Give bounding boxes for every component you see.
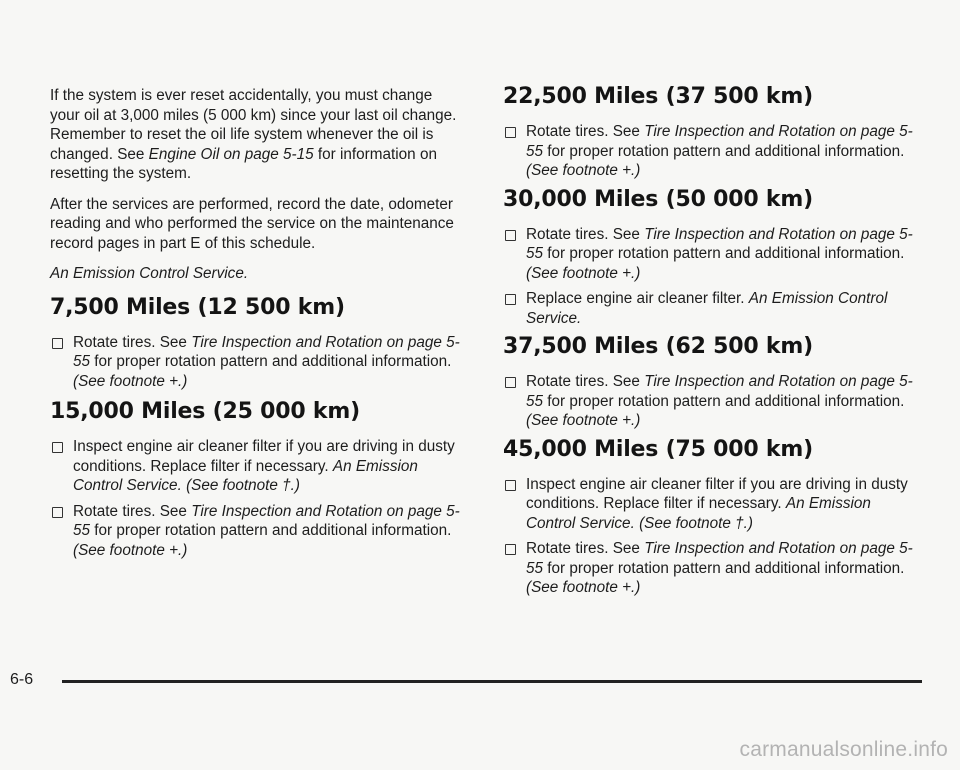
checklist — [503, 225, 918, 329]
checkbox-icon — [505, 544, 516, 555]
list-item: Inspect engine air cleaner filter if you are driving in dusty conditions. Replace filter if necessary. An Emission Control Service. (See footnote †.) — [503, 475, 918, 534]
footer-rule — [62, 680, 922, 683]
footnote-reference: (See footnote +.) — [526, 412, 641, 429]
right-column — [503, 84, 918, 604]
page-reference: Tire Inspection and Rotation on page 5-55 — [526, 540, 913, 577]
page-reference: Engine Oil on page 5-15 — [148, 145, 314, 163]
intro-text: for information on resetting the system. — [50, 145, 437, 182]
checklist — [50, 333, 465, 392]
watermark: carmanualsonline.info — [739, 738, 948, 761]
emission-control-note: An Emission Control Service. — [50, 265, 249, 282]
section-heading: 30,000 Miles (50 000 km) — [503, 186, 813, 212]
page-reference: Tire Inspection and Rotation on page 5-55 — [526, 123, 913, 160]
checklist — [503, 372, 918, 431]
list-item: Rotate tires. See Tire Inspection and Rotation on page 5-55 for proper rotation pattern and additional information. (See footnote +.) — [50, 502, 465, 561]
checkbox-icon — [505, 230, 516, 241]
page-number: 6-6 — [10, 671, 34, 688]
footnote-reference: (See footnote +.) — [73, 372, 188, 390]
section-heading: 37,500 Miles (62 500 km) — [503, 334, 813, 359]
section-30000 — [503, 187, 918, 329]
checklist — [503, 475, 918, 598]
footnote-reference: (See footnote †.) — [186, 477, 301, 494]
page-reference: Tire Inspection and Rotation on page 5-55 — [73, 333, 460, 370]
intro-text: If the system is ever reset accidentally, you must change your oil at 3,000 miles (5 000 km) since your last oil change. Remember to reset the oil life system whenever the oil is changed. See — [50, 87, 457, 163]
checklist — [503, 122, 918, 181]
section-7500 — [50, 295, 465, 392]
page-reference: Tire Inspection and Rotation on page 5-55 — [526, 225, 913, 262]
list-item: Rotate tires. See Tire Inspection and Rotation on page 5-55 for proper rotation pattern and additional information. (See footnote +.) — [50, 333, 465, 392]
footnote-reference: (See footnote +.) — [73, 541, 188, 559]
list-item: Rotate tires. See Tire Inspection and Rotation on page 5-55 for proper rotation pattern and additional information. (See footnote +.) — [503, 539, 918, 598]
section-45000 — [503, 437, 918, 598]
intro-paragraph-reset — [50, 86, 465, 184]
section-37500 — [503, 334, 918, 431]
checkbox-icon — [52, 507, 63, 518]
page-reference: Tire Inspection and Rotation on page 5-55 — [73, 502, 460, 539]
checklist — [50, 437, 465, 560]
checkbox-icon — [52, 338, 63, 349]
page-reference: An Emission Control Service. — [526, 290, 888, 327]
section-heading: 15,000 Miles (25 000 km) — [50, 399, 360, 424]
list-item: Rotate tires. See Tire Inspection and Rotation on page 5-55 for proper rotation pattern and additional information. (See footnote +.) — [503, 372, 918, 431]
checkbox-icon — [505, 480, 516, 491]
page-reference: An Emission Control Service. — [73, 457, 418, 494]
list-item: Rotate tires. See Tire Inspection and Rotation on page 5-55 for proper rotation pattern and additional information. (See footnote +.) — [503, 225, 918, 284]
list-item: Rotate tires. See Tire Inspection and Rotation on page 5-55 for proper rotation pattern and additional information. (See footnote +.) — [503, 122, 918, 181]
footnote-reference: (See footnote +.) — [526, 162, 641, 179]
footnote-reference: (See footnote +.) — [526, 264, 641, 282]
checkbox-icon — [52, 442, 63, 453]
list-item: Inspect engine air cleaner filter if you are driving in dusty conditions. Replace filter if necessary. An Emission Control Service. (See footnote †.) — [50, 437, 465, 496]
section-heading: 22,500 Miles (37 500 km) — [503, 84, 813, 109]
page-reference: Tire Inspection and Rotation on page 5-55 — [526, 373, 913, 410]
left-column — [50, 86, 465, 566]
checkbox-icon — [505, 127, 516, 138]
intro-paragraph-record: After the services are performed, record the date, odometer reading and who performed the service on the maintenance record pages in part E of this schedule. — [50, 195, 454, 252]
checkbox-icon — [505, 377, 516, 388]
footnote-reference: (See footnote †.) — [639, 514, 754, 532]
section-22500 — [503, 84, 918, 181]
checkbox-icon — [505, 294, 516, 305]
section-15000 — [50, 399, 465, 560]
section-heading: 7,500 Miles (12 500 km) — [50, 294, 345, 320]
page-reference: An Emission Control Service. — [526, 495, 871, 532]
list-item: Replace engine air cleaner filter. An Emission Control Service. — [503, 289, 918, 328]
section-heading: 45,000 Miles (75 000 km) — [503, 436, 813, 462]
footnote-reference: (See footnote +.) — [526, 579, 641, 596]
